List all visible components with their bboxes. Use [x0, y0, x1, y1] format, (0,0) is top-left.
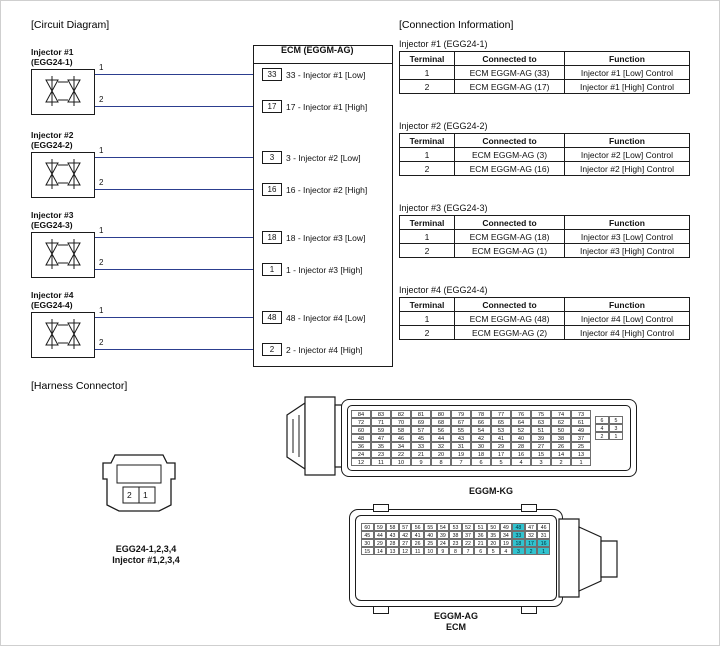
- injector-3-wire-low: [95, 237, 253, 238]
- injector-3-box: [31, 232, 95, 278]
- section-title-connection-information: [Connection Information]: [399, 19, 514, 31]
- ecm-terminal-33: 33: [262, 68, 282, 81]
- pin-28: 28: [511, 442, 531, 450]
- injector-2-code: (EGG24-2): [31, 140, 73, 150]
- injector-2-wire-low: [95, 157, 253, 158]
- col-function: Function: [565, 216, 690, 230]
- injector-1-symbol: [32, 70, 94, 114]
- pin-row: [351, 450, 591, 458]
- pin-row: [361, 539, 550, 547]
- connection-table-4-title: Injector #4 (EGG24-4): [399, 285, 488, 295]
- pin-49: 49: [500, 523, 513, 531]
- pin-13: 13: [571, 450, 591, 458]
- pin-73: 73: [571, 410, 591, 418]
- pin-17: 17: [525, 539, 538, 547]
- pin-row: [351, 434, 591, 442]
- pin-42: 42: [471, 434, 491, 442]
- ecm-terminal-16-label: 16 - Injector #2 [High]: [286, 185, 368, 195]
- eggm-ag-tab-bottom-left: [373, 606, 389, 614]
- cell-function: Injector #1 [High] Control: [565, 80, 690, 94]
- col-connected-to: Connected to: [455, 134, 565, 148]
- pin-3: 3: [531, 458, 551, 466]
- table-row: [400, 162, 690, 176]
- eggm-kg-caption: EGGM-KG: [469, 486, 513, 496]
- col-terminal: Terminal: [400, 52, 455, 66]
- table-header-row: [400, 298, 690, 312]
- pin-25: 25: [424, 539, 437, 547]
- pin-row: [351, 410, 591, 418]
- pin-39: 39: [437, 531, 450, 539]
- injector-harness-connector-drawing: [97, 449, 187, 517]
- pin-68: 68: [431, 418, 451, 426]
- injector-connector-pin-2: 2: [127, 490, 132, 500]
- pin-43: 43: [451, 434, 471, 442]
- pin-6: 6: [474, 547, 487, 555]
- pin-2: 2: [551, 458, 571, 466]
- cell-connected: ECM EGGM-AG (18): [455, 230, 565, 244]
- col-function: Function: [565, 134, 690, 148]
- pin-33: 33: [512, 531, 525, 539]
- injector-4-pin-2: 2: [99, 338, 104, 347]
- ecm-terminal-3: 3: [262, 151, 282, 164]
- pin-2: 2: [595, 432, 609, 440]
- connection-table-2: [399, 121, 690, 176]
- pin-48: 48: [512, 523, 525, 531]
- pin-row: [351, 458, 591, 466]
- pin-84: 84: [351, 410, 371, 418]
- pin-26: 26: [551, 442, 571, 450]
- pin-66: 66: [471, 418, 491, 426]
- pin-56: 56: [411, 523, 424, 531]
- injector-2-pin-2: 2: [99, 178, 104, 187]
- ecm-terminal-16: 16: [262, 183, 282, 196]
- injector-1-wire-high: [95, 106, 253, 107]
- injector-3-pin-2: 2: [99, 258, 104, 267]
- pin-37: 37: [462, 531, 475, 539]
- pin-4: 4: [511, 458, 531, 466]
- pin-21: 21: [474, 539, 487, 547]
- connection-table-1-title: Injector #1 (EGG24-1): [399, 39, 488, 49]
- pin-6: 6: [595, 416, 609, 424]
- pin-61: 61: [571, 418, 591, 426]
- pin-30: 30: [471, 442, 491, 450]
- pin-36: 36: [351, 442, 371, 450]
- table-row: [400, 244, 690, 258]
- pin-59: 59: [371, 426, 391, 434]
- pin-25: 25: [571, 442, 591, 450]
- ecm-terminal-3-label: 3 - Injector #2 [Low]: [286, 153, 361, 163]
- pin-10: 10: [424, 547, 437, 555]
- pin-27: 27: [531, 442, 551, 450]
- pin-46: 46: [537, 523, 550, 531]
- pin-47: 47: [371, 434, 391, 442]
- eggm-ag-tab-top-right: [521, 504, 537, 512]
- table-row: [400, 80, 690, 94]
- connection-table-3-title: Injector #3 (EGG24-3): [399, 203, 488, 213]
- pin-43: 43: [386, 531, 399, 539]
- cell-terminal: 2: [400, 244, 455, 258]
- pin-81: 81: [411, 410, 431, 418]
- pin-74: 74: [551, 410, 571, 418]
- pin-29: 29: [374, 539, 387, 547]
- pin-row: [361, 547, 550, 555]
- pin-20: 20: [487, 539, 500, 547]
- pin-44: 44: [374, 531, 387, 539]
- section-title-circuit-diagram: [Circuit Diagram]: [31, 19, 110, 31]
- injector-4-name: Injector #4: [31, 290, 74, 300]
- pin-13: 13: [386, 547, 399, 555]
- pin-55: 55: [424, 523, 437, 531]
- eggm-ag-caption-2: ECM: [446, 622, 466, 632]
- pin-row: [351, 442, 591, 450]
- pin-41: 41: [491, 434, 511, 442]
- pin-14: 14: [551, 450, 571, 458]
- injector-4-pin-1: 1: [99, 306, 104, 315]
- pin-83: 83: [371, 410, 391, 418]
- pin-24: 24: [351, 450, 371, 458]
- pin-75: 75: [531, 410, 551, 418]
- pin-51: 51: [531, 426, 551, 434]
- col-function: Function: [565, 298, 690, 312]
- col-terminal: Terminal: [400, 298, 455, 312]
- pin-77: 77: [491, 410, 511, 418]
- pin-1: 1: [537, 547, 550, 555]
- cell-terminal: 1: [400, 312, 455, 326]
- ecm-terminal-18: 18: [262, 231, 282, 244]
- cell-terminal: 1: [400, 230, 455, 244]
- ecm-title-divider: [253, 63, 393, 64]
- pin-4: 4: [500, 547, 513, 555]
- injector-2-name: Injector #2: [31, 130, 74, 140]
- pin-17: 17: [491, 450, 511, 458]
- ecm-terminal-2: 2: [262, 343, 282, 356]
- injector-4-box: [31, 312, 95, 358]
- cell-terminal: 1: [400, 66, 455, 80]
- pin-22: 22: [391, 450, 411, 458]
- eggm-ag-pin-grid: [361, 523, 550, 555]
- injector-4-wire-high: [95, 349, 253, 350]
- pin-50: 50: [551, 426, 571, 434]
- col-terminal: Terminal: [400, 216, 455, 230]
- cell-connected: ECM EGGM-AG (2): [455, 326, 565, 340]
- pin-62: 62: [551, 418, 571, 426]
- table-row: [400, 148, 690, 162]
- pin-12: 12: [351, 458, 371, 466]
- ecm-terminal-48: 48: [262, 311, 282, 324]
- pin-53: 53: [449, 523, 462, 531]
- pin-1: 1: [609, 432, 623, 440]
- col-connected-to: Connected to: [455, 216, 565, 230]
- injector-3-code: (EGG24-3): [31, 220, 73, 230]
- col-terminal: Terminal: [400, 134, 455, 148]
- injector-4-symbol: [32, 313, 94, 357]
- eggm-kg-side-pin-grid: [595, 416, 623, 440]
- pin-row: [361, 523, 550, 531]
- injector-connector-caption-2: Injector #1,2,3,4: [112, 555, 180, 565]
- pin-41: 41: [411, 531, 424, 539]
- pin-22: 22: [462, 539, 475, 547]
- pin-44: 44: [431, 434, 451, 442]
- pin-15: 15: [531, 450, 551, 458]
- pin-58: 58: [386, 523, 399, 531]
- pin-9: 9: [411, 458, 431, 466]
- pin-26: 26: [411, 539, 424, 547]
- ecm-terminal-18-label: 18 - Injector #3 [Low]: [286, 233, 366, 243]
- pin-31: 31: [537, 531, 550, 539]
- pin-51: 51: [474, 523, 487, 531]
- pin-33: 33: [411, 442, 431, 450]
- pin-19: 19: [500, 539, 513, 547]
- pin-82: 82: [391, 410, 411, 418]
- injector-2-box: [31, 152, 95, 198]
- cell-terminal: 2: [400, 80, 455, 94]
- cell-terminal: 2: [400, 326, 455, 340]
- pin-32: 32: [431, 442, 451, 450]
- pin-row: [595, 424, 623, 432]
- injector-4-code: (EGG24-4): [31, 300, 73, 310]
- injector-4-wire-low: [95, 317, 253, 318]
- table-header-row: [400, 134, 690, 148]
- injector-connector-caption-1: EGG24-1,2,3,4: [115, 544, 177, 554]
- injector-3-symbol: [32, 233, 94, 277]
- pin-80: 80: [431, 410, 451, 418]
- pin-40: 40: [424, 531, 437, 539]
- table-header-row: [400, 52, 690, 66]
- ecm-terminal-2-label: 2 - Injector #4 [High]: [286, 345, 363, 355]
- pin-row: [351, 426, 591, 434]
- pin-38: 38: [449, 531, 462, 539]
- pin-3: 3: [512, 547, 525, 555]
- cell-function: Injector #3 [High] Control: [565, 244, 690, 258]
- pin-11: 11: [411, 547, 424, 555]
- injector-1-code: (EGG24-1): [31, 57, 73, 67]
- injector-1-pin-1: 1: [99, 63, 104, 72]
- injector-2-symbol: [32, 153, 94, 197]
- pin-76: 76: [511, 410, 531, 418]
- table-row: [400, 66, 690, 80]
- pin-24: 24: [437, 539, 450, 547]
- pin-2: 2: [525, 547, 538, 555]
- pin-8: 8: [431, 458, 451, 466]
- pin-5: 5: [491, 458, 511, 466]
- table-header-row: [400, 216, 690, 230]
- injector-2-pin-1: 1: [99, 146, 104, 155]
- pin-row: [595, 432, 623, 440]
- pin-45: 45: [411, 434, 431, 442]
- pin-45: 45: [361, 531, 374, 539]
- pin-54: 54: [437, 523, 450, 531]
- ecm-terminal-48-label: 48 - Injector #4 [Low]: [286, 313, 366, 323]
- pin-38: 38: [551, 434, 571, 442]
- injector-connector-pin-1: 1: [143, 490, 148, 500]
- pin-52: 52: [511, 426, 531, 434]
- injector-1-wire-low: [95, 74, 253, 75]
- pin-37: 37: [571, 434, 591, 442]
- cell-connected: ECM EGGM-AG (1): [455, 244, 565, 258]
- injector-3-name: Injector #3: [31, 210, 74, 220]
- pin-4: 4: [595, 424, 609, 432]
- cell-function: Injector #3 [Low] Control: [565, 230, 690, 244]
- col-connected-to: Connected to: [455, 298, 565, 312]
- pin-64: 64: [511, 418, 531, 426]
- pin-49: 49: [571, 426, 591, 434]
- pin-14: 14: [374, 547, 387, 555]
- pin-5: 5: [487, 547, 500, 555]
- eggm-kg-pin-grid: [351, 410, 591, 466]
- pin-5: 5: [609, 416, 623, 424]
- table-row: [400, 326, 690, 340]
- pin-7: 7: [451, 458, 471, 466]
- ecm-terminal-1-label: 1 - Injector #3 [High]: [286, 265, 363, 275]
- pin-35: 35: [371, 442, 391, 450]
- eggm-ag-tab-top-left: [373, 504, 389, 512]
- pin-78: 78: [471, 410, 491, 418]
- ecm-terminal-17: 17: [262, 100, 282, 113]
- cell-function: Injector #4 [High] Control: [565, 326, 690, 340]
- eggm-kg-connector-body: [279, 393, 349, 483]
- pin-16: 16: [511, 450, 531, 458]
- pin-70: 70: [391, 418, 411, 426]
- cell-connected: ECM EGGM-AG (17): [455, 80, 565, 94]
- pin-10: 10: [391, 458, 411, 466]
- pin-29: 29: [491, 442, 511, 450]
- pin-67: 67: [451, 418, 471, 426]
- ecm-terminal-17-label: 17 - Injector #1 [High]: [286, 102, 368, 112]
- pin-row: [361, 531, 550, 539]
- pin-48: 48: [351, 434, 371, 442]
- pin-8: 8: [449, 547, 462, 555]
- pin-42: 42: [399, 531, 412, 539]
- pin-28: 28: [386, 539, 399, 547]
- pin-30: 30: [361, 539, 374, 547]
- pin-79: 79: [451, 410, 471, 418]
- pin-52: 52: [462, 523, 475, 531]
- section-title-harness-connector: [Harness Connector]: [31, 380, 128, 392]
- eggm-ag-caption-1: EGGM-AG: [434, 611, 478, 621]
- pin-46: 46: [391, 434, 411, 442]
- ecm-terminal-33-label: 33 - Injector #1 [Low]: [286, 70, 366, 80]
- cell-connected: ECM EGGM-AG (3): [455, 148, 565, 162]
- connection-table-1: [399, 39, 690, 94]
- col-function: Function: [565, 52, 690, 66]
- injector-3-pin-1: 1: [99, 226, 104, 235]
- pin-40: 40: [511, 434, 531, 442]
- pin-23: 23: [371, 450, 391, 458]
- cell-function: Injector #1 [Low] Control: [565, 66, 690, 80]
- pin-18: 18: [471, 450, 491, 458]
- injector-1-name: Injector #1: [31, 47, 74, 57]
- pin-59: 59: [374, 523, 387, 531]
- pin-60: 60: [351, 426, 371, 434]
- cell-terminal: 2: [400, 162, 455, 176]
- pin-47: 47: [525, 523, 538, 531]
- eggm-ag-connector-body: [557, 509, 621, 607]
- injector-1-pin-2: 2: [99, 95, 104, 104]
- pin-39: 39: [531, 434, 551, 442]
- pin-71: 71: [371, 418, 391, 426]
- pin-57: 57: [411, 426, 431, 434]
- pin-18: 18: [512, 539, 525, 547]
- connection-table-4: [399, 285, 690, 340]
- pin-34: 34: [500, 531, 513, 539]
- pin-34: 34: [391, 442, 411, 450]
- col-connected-to: Connected to: [455, 52, 565, 66]
- pin-27: 27: [399, 539, 412, 547]
- pin-15: 15: [361, 547, 374, 555]
- pin-31: 31: [451, 442, 471, 450]
- pin-72: 72: [351, 418, 371, 426]
- pin-35: 35: [487, 531, 500, 539]
- connection-table-3: [399, 203, 690, 258]
- eggm-ag-tab-bottom-right: [521, 606, 537, 614]
- cell-terminal: 1: [400, 148, 455, 162]
- pin-57: 57: [399, 523, 412, 531]
- connection-table-2-title: Injector #2 (EGG24-2): [399, 121, 488, 131]
- pin-55: 55: [451, 426, 471, 434]
- injector-2-wire-high: [95, 189, 253, 190]
- pin-58: 58: [391, 426, 411, 434]
- pin-row: [351, 418, 591, 426]
- table-row: [400, 312, 690, 326]
- pin-1: 1: [571, 458, 591, 466]
- injector-1-box: [31, 69, 95, 115]
- pin-11: 11: [371, 458, 391, 466]
- pin-row: [595, 416, 623, 424]
- pin-3: 3: [609, 424, 623, 432]
- pin-21: 21: [411, 450, 431, 458]
- ecm-title: ECM (EGGM-AG): [281, 45, 354, 55]
- pin-60: 60: [361, 523, 374, 531]
- pin-54: 54: [471, 426, 491, 434]
- pin-16: 16: [537, 539, 550, 547]
- ecm-terminal-1: 1: [262, 263, 282, 276]
- pin-20: 20: [431, 450, 451, 458]
- pin-36: 36: [474, 531, 487, 539]
- pin-9: 9: [437, 547, 450, 555]
- table-row: [400, 230, 690, 244]
- pin-63: 63: [531, 418, 551, 426]
- pin-12: 12: [399, 547, 412, 555]
- cell-connected: ECM EGGM-AG (33): [455, 66, 565, 80]
- pin-65: 65: [491, 418, 511, 426]
- injector-3-wire-high: [95, 269, 253, 270]
- cell-function: Injector #2 [High] Control: [565, 162, 690, 176]
- cell-connected: ECM EGGM-AG (48): [455, 312, 565, 326]
- pin-69: 69: [411, 418, 431, 426]
- pin-19: 19: [451, 450, 471, 458]
- pin-50: 50: [487, 523, 500, 531]
- pin-6: 6: [471, 458, 491, 466]
- pin-53: 53: [491, 426, 511, 434]
- pin-56: 56: [431, 426, 451, 434]
- cell-connected: ECM EGGM-AG (16): [455, 162, 565, 176]
- pin-23: 23: [449, 539, 462, 547]
- cell-function: Injector #2 [Low] Control: [565, 148, 690, 162]
- cell-function: Injector #4 [Low] Control: [565, 312, 690, 326]
- pin-32: 32: [525, 531, 538, 539]
- pin-7: 7: [462, 547, 475, 555]
